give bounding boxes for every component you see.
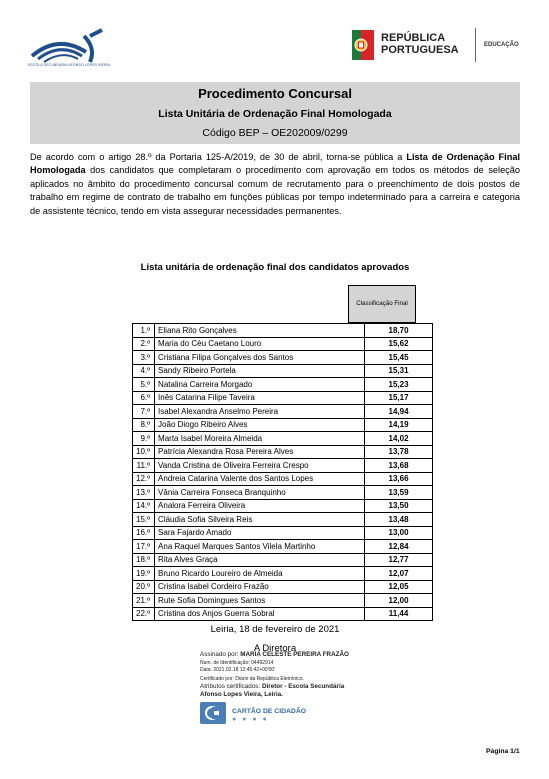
row-name: Vânia Carreira Fonseca Branquinho <box>155 486 365 500</box>
row-name: Inês Catarina Filipe Taveira <box>155 391 365 405</box>
row-score: 12,00 <box>365 594 433 608</box>
government-line-1: REPÚBLICA <box>381 32 446 44</box>
table-row <box>133 567 433 581</box>
row-name: Bruno Ricardo Loureiro de Almeida <box>155 567 365 581</box>
row-rank: 16.º <box>133 526 155 540</box>
row-name: Maria do Céu Caetano Louro <box>155 337 365 351</box>
citizen-card-label: CARTÃO DE CIDADÃO <box>232 708 307 715</box>
attr-label: Atributos certificados: <box>200 683 261 690</box>
signature-signed-by <box>200 651 349 658</box>
row-rank: 19.º <box>133 567 155 581</box>
attr-value: Diretor - Escola Secundária <box>261 683 345 690</box>
row-name: Cristiana Filipa Gonçalves dos Santos <box>155 351 365 365</box>
signature-certificate: Certificado por: Diário da República Eletrónico. <box>200 676 304 682</box>
row-name: Cristina dos Anjos Guerra Sobral <box>155 607 365 621</box>
row-rank: 21.º <box>133 594 155 608</box>
results-table <box>132 323 433 621</box>
row-name: Natalina Carreira Morgado <box>155 378 365 392</box>
table-row <box>133 594 433 608</box>
row-name: João Diogo Ribeiro Alves <box>155 418 365 432</box>
table-row <box>133 364 433 378</box>
row-name: Sara Fajardo Amado <box>155 526 365 540</box>
government-title <box>381 32 459 56</box>
table-row <box>133 526 433 540</box>
row-rank: 17.º <box>133 540 155 554</box>
row-score: 15,62 <box>365 337 433 351</box>
table-row <box>133 324 433 338</box>
portugal-flag-icon <box>352 30 374 60</box>
table-row <box>133 445 433 459</box>
table-row <box>133 337 433 351</box>
row-name: Marta Isabel Moreira Almeida <box>155 432 365 446</box>
row-rank: 2.º <box>133 337 155 351</box>
place-date: Leiria, 18 de fevereiro de 2021 <box>210 624 340 635</box>
row-name: Patrícia Alexandra Rosa Pereira Alves <box>155 445 365 459</box>
table-row <box>133 499 433 513</box>
signature-date: Data: 2021.02.18 12:45:42+00'00' <box>200 667 276 673</box>
table-row <box>133 486 433 500</box>
row-rank: 11.º <box>133 459 155 473</box>
table-row <box>133 580 433 594</box>
row-score: 13,68 <box>365 459 433 473</box>
document-title: Procedimento Concursal <box>198 86 352 101</box>
table-row <box>133 540 433 554</box>
row-score: 13,59 <box>365 486 433 500</box>
row-name: Cristina Isabel Cordeiro Frazão <box>155 580 365 594</box>
table-row <box>133 351 433 365</box>
row-name: Ana Raquel Marques Santos Vilela Martinho <box>155 540 365 554</box>
row-name: Vanda Cristina de Oliveira Ferreira Crespo <box>155 459 365 473</box>
row-score: 12,77 <box>365 553 433 567</box>
row-score: 15,23 <box>365 378 433 392</box>
score-column-header-label: Classificação Final <box>356 300 408 307</box>
row-score: 14,94 <box>365 405 433 419</box>
row-name: Andreia Catarina Valente dos Santos Lopes <box>155 472 365 486</box>
row-score: 13,78 <box>365 445 433 459</box>
row-rank: 13.º <box>133 486 155 500</box>
row-score: 13,50 <box>365 499 433 513</box>
score-column-header <box>348 285 416 323</box>
intro-text-2: dos candidatos que completaram o procedimento com aprovação em todos os métodos de seleção aplicados no âmbito do procedimento concursal comum de recrutamento para o preenchimento de dois postos de trabalho em regime de contrato de trabalho em funções públicas por tempo indeterminado para a carreira e categoria de assistente técnico, tendo em vista assegurar necessidades permanentes. <box>30 165 520 216</box>
intro-text-1: De acordo com o artigo 28.º da Portaria 125-A/2019, de 30 de abril, torna-se pública a <box>30 152 407 162</box>
row-rank: 12.º <box>133 472 155 486</box>
table-row <box>133 459 433 473</box>
row-rank: 20.º <box>133 580 155 594</box>
citizen-card-dots: ● ● ● ● <box>232 716 269 723</box>
intro-paragraph <box>30 151 520 218</box>
row-score: 15,17 <box>365 391 433 405</box>
row-score: 12,05 <box>365 580 433 594</box>
row-name: Eliana Rito Gonçalves <box>155 324 365 338</box>
table-row <box>133 418 433 432</box>
table-row <box>133 607 433 621</box>
document-subtitle: Lista Unitária de Ordenação Final Homologada <box>158 108 392 120</box>
row-rank: 22.º <box>133 607 155 621</box>
signed-label: Assinado por: <box>200 651 239 658</box>
row-name: Analora Ferreira Oliveira <box>155 499 365 513</box>
row-score: 11,44 <box>365 607 433 621</box>
row-score: 13,66 <box>365 472 433 486</box>
row-rank: 5.º <box>133 378 155 392</box>
school-logo <box>28 26 111 68</box>
row-rank: 4.º <box>133 364 155 378</box>
row-name: Rita Alves Graça <box>155 553 365 567</box>
table-row <box>133 472 433 486</box>
government-line-2: PORTUGUESA <box>381 44 459 56</box>
row-name: Sandy Ribeiro Portela <box>155 364 365 378</box>
row-rank: 18.º <box>133 553 155 567</box>
row-rank: 6.º <box>133 391 155 405</box>
row-score: 15,45 <box>365 351 433 365</box>
row-score: 15,31 <box>365 364 433 378</box>
table-row <box>133 391 433 405</box>
row-rank: 14.º <box>133 499 155 513</box>
row-score: 14,02 <box>365 432 433 446</box>
signature-id: Num. de Identificação: 04492914 <box>200 660 274 666</box>
department-label: EDUCAÇÃO <box>484 42 519 48</box>
intro-bold: Lista de Ordenação Final Homologada <box>30 152 520 176</box>
row-name: Isabel Alexandra Anselmo Pereira <box>155 405 365 419</box>
header-divider <box>475 28 476 62</box>
page-number: Página 1/1 <box>486 748 520 755</box>
row-rank: 9.º <box>133 432 155 446</box>
row-score: 13,00 <box>365 526 433 540</box>
table-heading: Lista unitária de ordenação final dos candidatos aprovados <box>140 262 410 273</box>
row-rank: 15.º <box>133 513 155 527</box>
row-score: 18,70 <box>365 324 433 338</box>
row-score: 14,19 <box>365 418 433 432</box>
document-code: Código BEP – OE202009/0299 <box>202 127 348 139</box>
row-score: 12,84 <box>365 540 433 554</box>
row-name: Cláudia Sofia Silveira Reis <box>155 513 365 527</box>
row-rank: 1.º <box>133 324 155 338</box>
table-row <box>133 378 433 392</box>
row-score: 12,07 <box>365 567 433 581</box>
table-row <box>133 432 433 446</box>
row-rank: 3.º <box>133 351 155 365</box>
table-row <box>133 553 433 567</box>
school-caption: ESCOLA SECUNDÁRIA AFONSO LOPES VIEIRA <box>28 63 111 67</box>
row-rank: 10.º <box>133 445 155 459</box>
signature-attributes-cont: Afonso Lopes Vieira, Leiria. <box>200 691 283 698</box>
signature-attributes <box>200 683 344 690</box>
signed-name: MARIA CELESTE PEREIRA FRAZÃO <box>240 651 349 658</box>
signatory-role: A Diretora <box>253 643 297 654</box>
row-score: 13,48 <box>365 513 433 527</box>
table-row <box>133 405 433 419</box>
table-row <box>133 513 433 527</box>
row-name: Rute Sofia Domingues Santos <box>155 594 365 608</box>
citizen-card-icon <box>200 702 226 724</box>
row-rank: 8.º <box>133 418 155 432</box>
row-rank: 7.º <box>133 405 155 419</box>
